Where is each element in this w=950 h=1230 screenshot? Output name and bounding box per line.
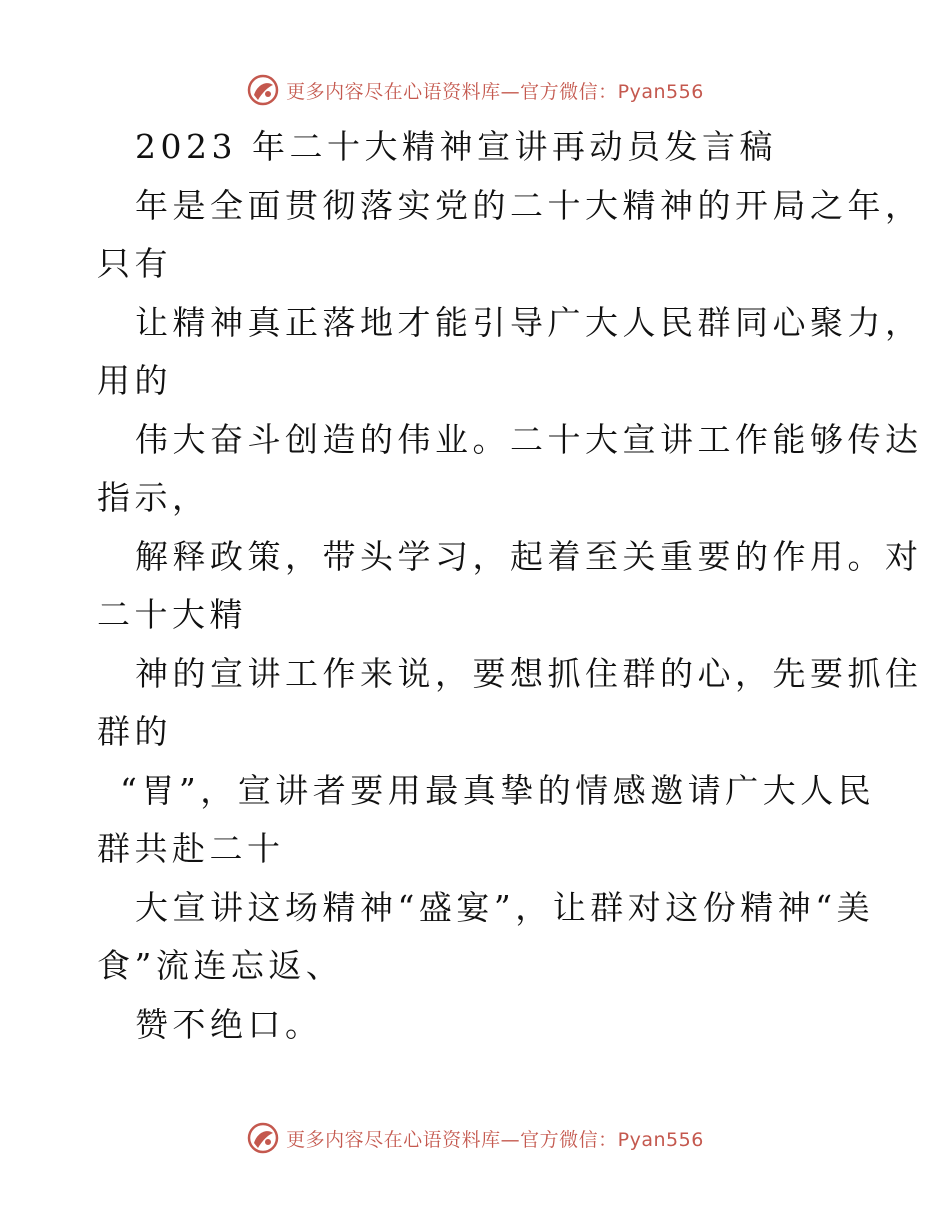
paragraph-line: 大宣讲这场精神“盛宴”，让群对这份精神“美 [135,888,875,927]
paragraph-line: 年是全面贯彻落实党的二十大精神的开局之年， [135,186,923,225]
watermark-text: 更多内容尽在心语资料库—官方微信：Pyan556 [286,80,704,103]
paragraph-line: 赞不绝口。 [135,1005,323,1044]
paragraph-line: 让精神真正落地才能引导广大人民群同心聚力， [135,303,923,342]
paragraph-line: “胃”，宣讲者要用最真挚的情感邀请广大人民 [120,771,876,810]
watermark-text: 更多内容尽在心语资料库—官方微信：Pyan556 [286,1128,704,1151]
seal-logo-icon [246,1121,280,1155]
paragraph-line: 用的 [97,361,172,400]
paragraph-line: 解释政策，带头学习，起着至关重要的作用。对 [135,537,923,576]
paragraph-line: 指示， [97,478,210,517]
paragraph-line: 二十大精 [97,595,247,634]
paragraph-line: 伟大奋斗创造的伟业。二十大宣讲工作能够传达 [135,420,923,459]
footer-watermark [0,1118,950,1158]
document-title: 2023 年二十大精神宣讲再动员发言稿 [135,127,777,166]
paragraph-line: 群共赴二十 [97,829,285,868]
paragraph-line: 食”流连忘返、 [97,946,344,985]
paragraph-line: 只有 [97,244,172,283]
paragraph-line: 群的 [97,712,172,751]
paragraph-line: 神的宣讲工作来说，要想抓住群的心，先要抓住 [135,654,923,693]
